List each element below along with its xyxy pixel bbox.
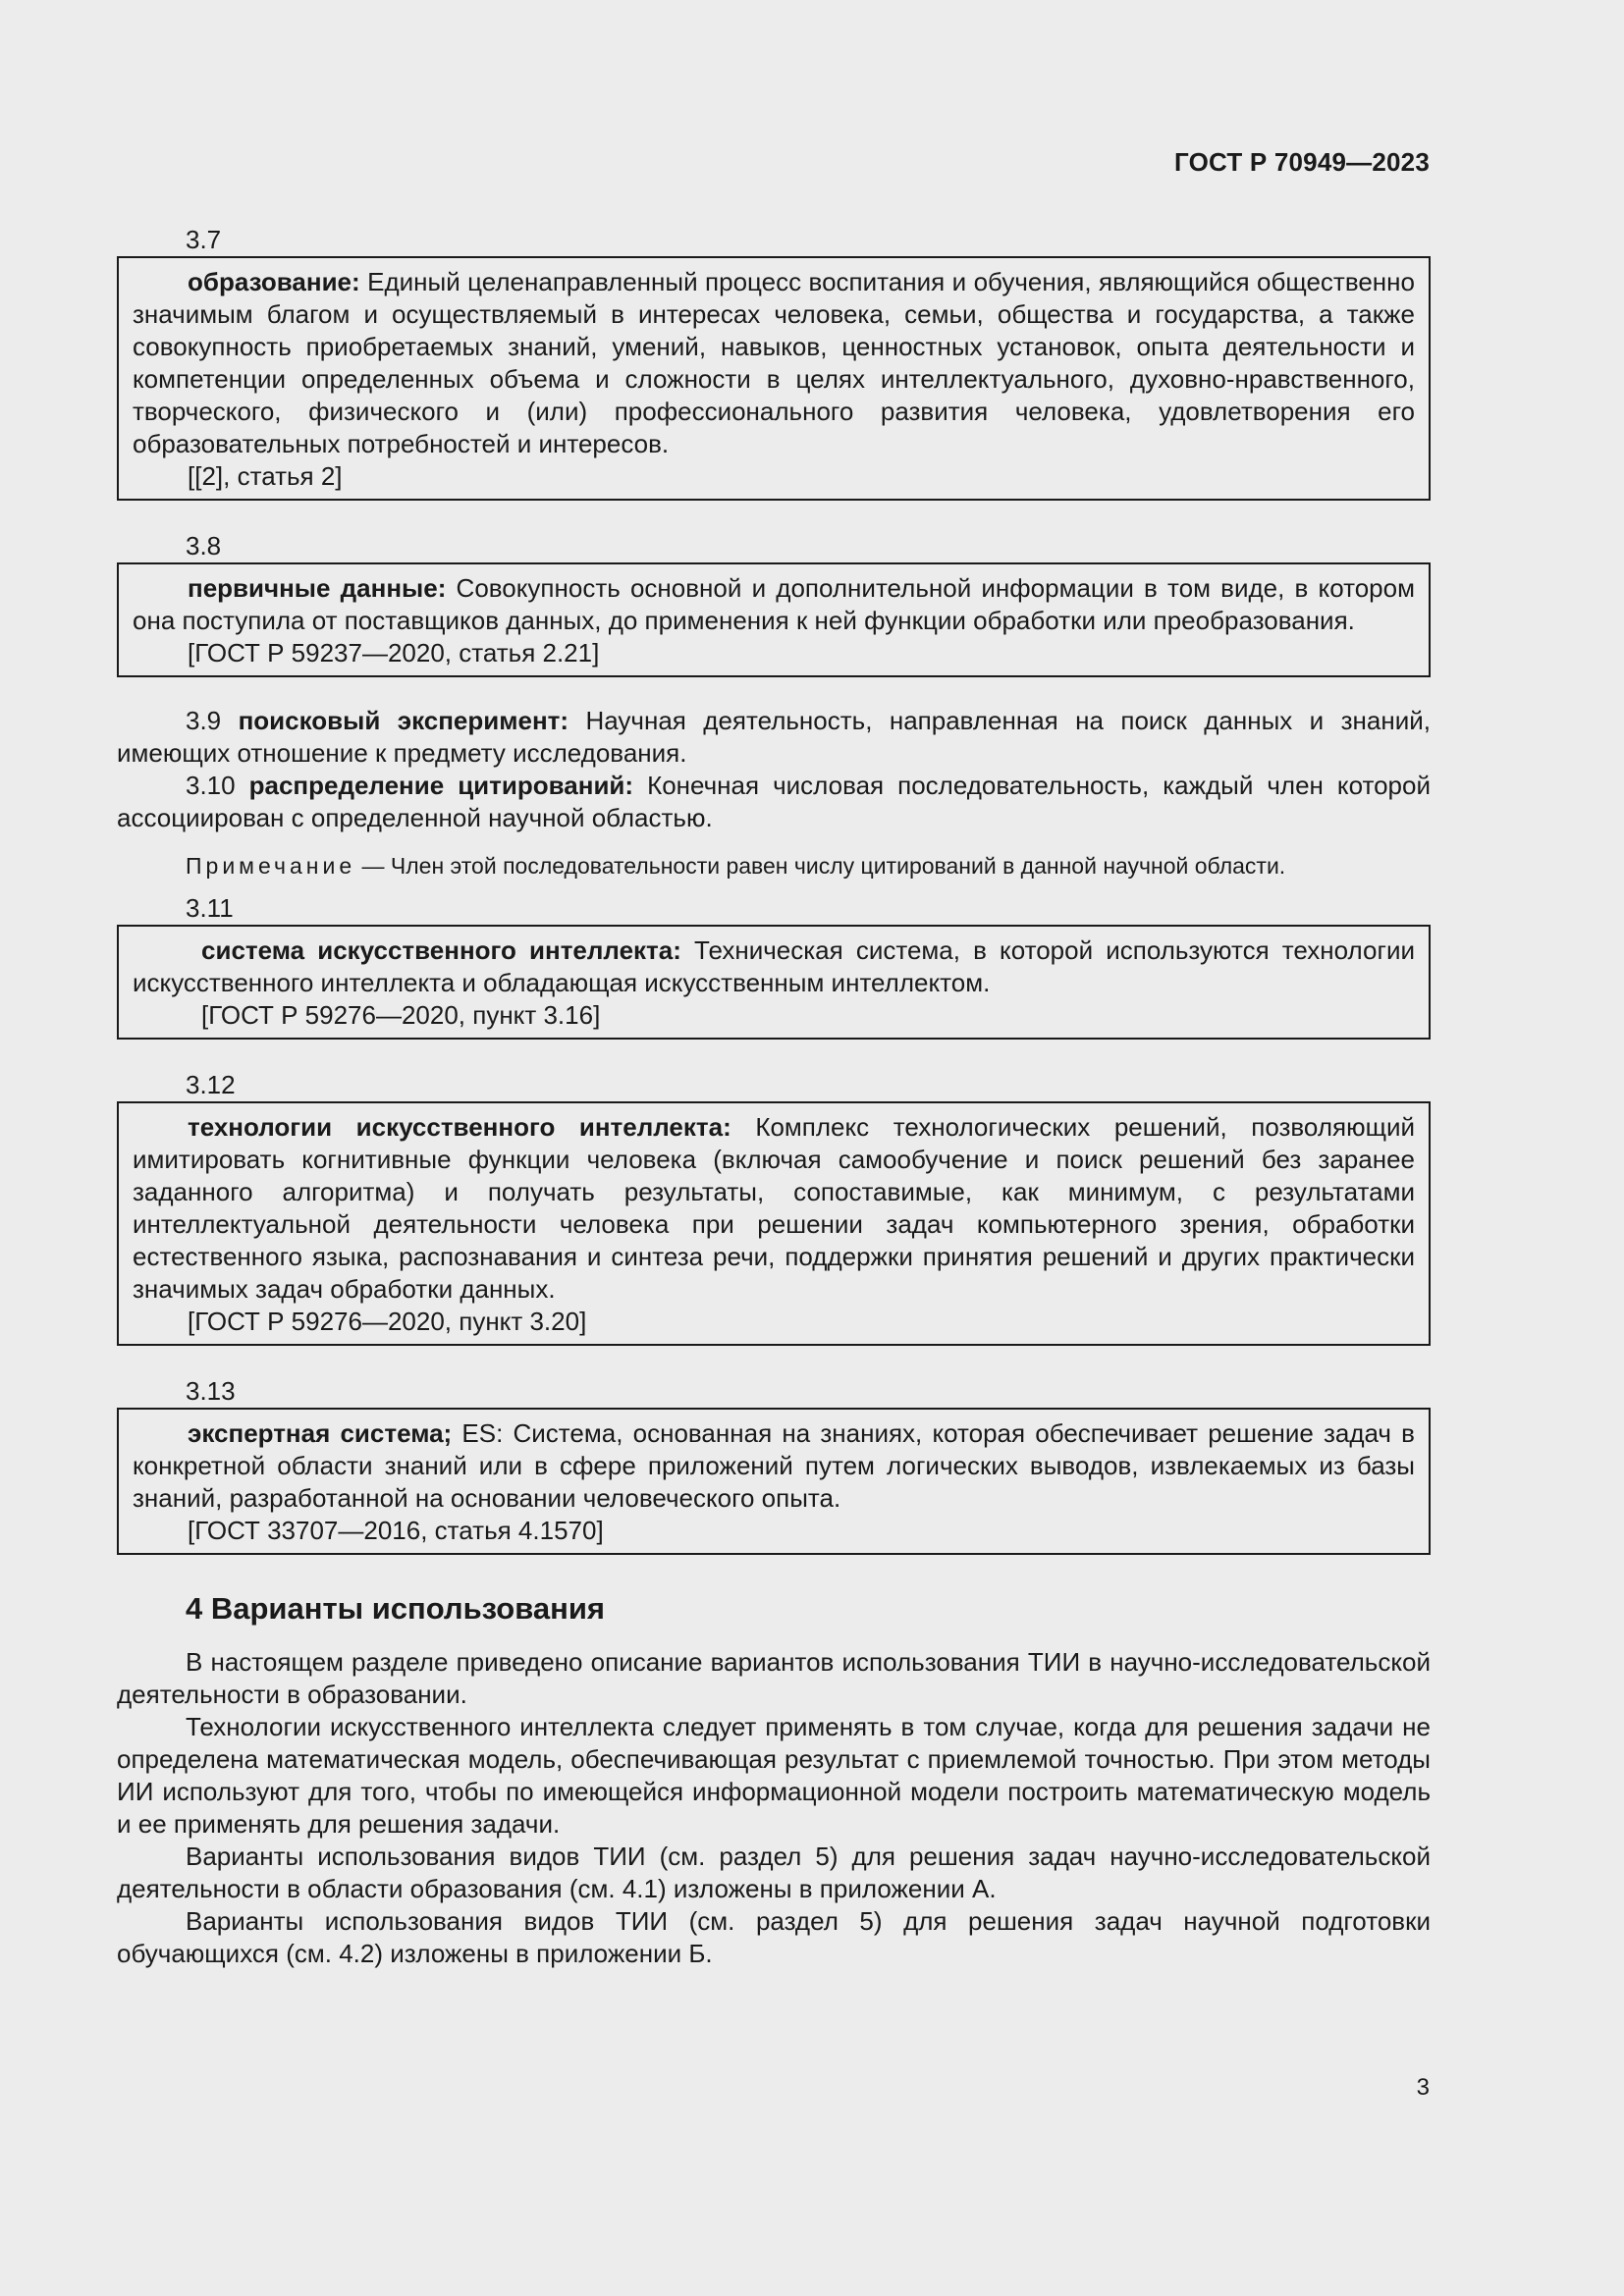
term-text-3-8: Совокупность основной и дополнительной информации в том виде, в котором она поступила от поставщиков данных, до применения к ней функции обработки или преобразования. — [133, 573, 1415, 635]
term-number-3-11: 3.11 — [186, 893, 234, 923]
section-paragraph-4: Варианты использования видов ТИИ (см. раздел 5) для решения задач научной подготовки обучающихся (см. 4.2) изложены в приложении Б. — [117, 1906, 1431, 1968]
section-paragraph-2: Технологии искусственного интеллекта следует применять в том случае, когда для решения задачи не определена математическая модель, обеспечивающая результат с приемлемой точностью. При этом методы ИИ используют для того, чтобы по имеющейся информационной модели построить математическую модель и ее применять для решения задачи. — [117, 1712, 1431, 1839]
note-text: — Член этой последовательности равен числу цитирований в данной научной области. — [355, 853, 1286, 879]
term-text-3-7: Единый целенаправленный процесс воспитания и обучения, являющийся общественно значимым благом и осуществляемый в интересах человека, семьи, общества и государства, а также совокупность приобретаемых знаний, умений, навыков, ценностных установок, опыта деятельности и компетенции определенных объема и сложности в целях интеллектуального, духовно-нравственного, творческого, физического и (или) профессионального развития человека, удовлетворения его образовательных потребностей и интересов. — [133, 267, 1415, 458]
term-name-3-13: экспертная система; — [188, 1418, 453, 1448]
term-source-3-11: [ГОСТ Р 59276—2020, пункт 3.16] — [201, 1000, 601, 1030]
term-number-3-13: 3.13 — [186, 1376, 236, 1406]
term-number-3-7: 3.7 — [186, 225, 222, 254]
term-source-3-12: [ГОСТ Р 59276—2020, пункт 3.20] — [188, 1307, 587, 1336]
page-number: 3 — [1416, 2074, 1430, 2101]
term-box-3-12 — [117, 1101, 1431, 1346]
term-name-3-10: распределение цитирований: — [248, 771, 634, 800]
term-definition-3-13 — [133, 1417, 1415, 1515]
term-name-3-7: образование: — [188, 267, 360, 296]
term-source-3-13: [ГОСТ 33707—2016, статья 4.1570] — [188, 1516, 604, 1545]
section-heading: 4 Варианты использования — [186, 1591, 605, 1626]
term-box-3-7 — [117, 256, 1431, 501]
term-text-3-13: ES: Система, основанная на знаниях, которая обеспечивает решение задач в конкретной области знаний или в сфере приложений путем логических выводов, извлекаемых из базы знаний, разработанной на основании человеческого опыта. — [133, 1418, 1415, 1513]
term-definition-3-11 — [133, 934, 1415, 999]
term-box-3-8 — [117, 562, 1431, 677]
term-definition-3-12 — [133, 1111, 1415, 1306]
section-paragraph-3: Варианты использования видов ТИИ (см. раздел 5) для решения задач научно-исследовательской деятельности в области образования (см. 4.1) изложены в приложении А. — [117, 1842, 1431, 1903]
term-name-3-9: поисковый эксперимент: — [238, 706, 569, 735]
term-number-3-10: 3.10 — [186, 771, 236, 800]
term-number-3-8: 3.8 — [186, 531, 222, 561]
term-source-3-8: [ГОСТ Р 59237—2020, статья 2.21] — [188, 638, 600, 667]
term-text-3-10: Конечная числовая последовательность, каждый член которой ассоциирован с определенной научной областью. — [117, 771, 1431, 832]
document-code: ГОСТ Р 70949—2023 — [1174, 147, 1430, 177]
term-paragraph-3-9 — [117, 705, 1431, 770]
term-name-3-11: система искусственного интеллекта: — [201, 935, 681, 965]
term-definition-3-7 — [133, 266, 1415, 460]
term-note-3-10 — [186, 850, 1431, 882]
term-name-3-12: технологии искусственного интеллекта: — [188, 1112, 731, 1142]
term-text-3-12: Комплекс технологических решений, позволяющий имитировать когнитивные функции человека (включая самообучение и поиск решений без заранее заданного алгоритма) и получать результаты, сопоставимые, как минимум, с результатами интеллектуальной деятельности человека при решении задач компьютерного зрения, обработки естественного языка, распознавания и синтеза речи, поддержки принятия решений и других практически значимых задач обработки данных. — [133, 1112, 1416, 1304]
term-paragraph-3-10 — [117, 770, 1431, 834]
term-box-3-11 — [117, 925, 1431, 1040]
term-box-3-13 — [117, 1408, 1431, 1555]
note-label: Примечание — [186, 853, 356, 879]
section-paragraph-1: В настоящем разделе приведено описание вариантов использования ТИИ в научно-исследовательской деятельности в образовании. — [117, 1647, 1431, 1709]
page-content — [117, 224, 1431, 1970]
term-text-3-11: Техническая система, в которой используются технологии искусственного интеллекта и обладающая искусственным интеллектом. — [133, 935, 1415, 997]
term-source-3-7: [[2], статья 2] — [188, 461, 343, 491]
term-name-3-8: первичные данные: — [188, 573, 447, 603]
term-number-3-9: 3.9 — [186, 706, 222, 735]
term-definition-3-8 — [133, 572, 1415, 637]
term-number-3-12: 3.12 — [186, 1070, 236, 1099]
term-text-3-9: Научная деятельность, направленная на поиск данных и знаний, имеющих отношение к предмету исследования. — [117, 706, 1431, 768]
